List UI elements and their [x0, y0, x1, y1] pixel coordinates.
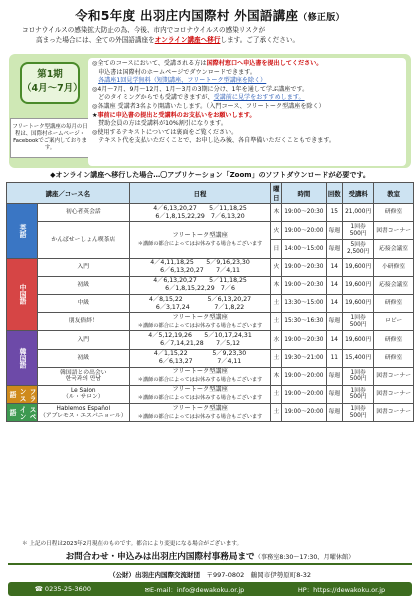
count-cell: 14: [326, 276, 343, 294]
fee-cell: 19,600円: [343, 276, 374, 294]
fee-cell: 19,600円: [343, 294, 374, 312]
office-zip: 〒997-0802: [206, 571, 245, 579]
table-row: [7, 258, 414, 276]
intro-online-link: オンライン講座へ移行: [154, 36, 221, 44]
period-label: 第1期: [37, 69, 63, 80]
fee-cell: 15,400円: [343, 349, 374, 367]
fee-cell: 19,600円: [343, 331, 374, 349]
note-text: どのタイミングからでも受講できますが、: [92, 94, 214, 102]
time-cell: 19:30～21:00: [282, 349, 326, 367]
free-talk-notice: フリートーク型講座の毎月の日程は、国際村ホームページ・Facebookでご案内しております。: [10, 118, 90, 158]
time-cell: 19:00～20:30: [282, 331, 326, 349]
free-talk-note: ＊講師の都合によってはお休みする場合もございます: [137, 377, 263, 384]
header-count: 回数: [326, 183, 343, 204]
count-cell: 毎週: [326, 222, 343, 240]
table-row: [7, 331, 414, 349]
time-cell: 19:00～20:00: [282, 385, 326, 403]
count-cell: 11: [326, 349, 343, 367]
free-talk-cell: [129, 222, 271, 258]
free-talk-note: ＊講師の都合によってはお休みする場合もございます: [137, 240, 263, 247]
course-name: 入門: [38, 258, 130, 276]
note-line: [92, 69, 402, 78]
fee-cell: 21,000円: [343, 204, 374, 222]
table-row: [7, 294, 414, 312]
contact-bar: [8, 582, 412, 596]
room-cell: 研修室: [374, 204, 414, 222]
course-name: かんばせーしょん喫茶店: [38, 222, 130, 258]
fee-cell: 5回券 2,500円: [343, 240, 374, 258]
room-cell: 図書コーナー: [374, 222, 414, 240]
office-info: [8, 570, 412, 579]
dow-cell: 火: [271, 222, 282, 240]
note-line: [92, 120, 402, 129]
course-name: 初級: [38, 349, 130, 367]
count-cell: 14: [326, 258, 343, 276]
period-badge: [20, 62, 83, 104]
room-cell: 研修室: [374, 331, 414, 349]
header-fee: 受講料: [343, 183, 374, 204]
free-talk-title: フリートーク型講座: [172, 386, 228, 394]
dow-cell: 水: [271, 331, 282, 349]
dow-cell: 日: [271, 240, 282, 258]
room-cell: 図書コーナー: [374, 404, 414, 422]
fee-cell: 1回券 500円: [343, 367, 374, 385]
title-text: 令和5年度 出羽庄内国際村 外国語講座: [75, 8, 299, 23]
note-text: ◎4月～7月、9月～12月、1月～3月の3期に分け、1年を通して学ぶ講座です。: [92, 85, 309, 93]
language-label: 中国語: [7, 258, 38, 331]
dow-cell: 木: [271, 276, 282, 294]
dow-cell: 土: [271, 385, 282, 403]
free-talk-title: フリートーク型講座: [172, 313, 228, 321]
dow-cell: 木: [271, 204, 282, 222]
header-schedule: 日程: [129, 183, 271, 204]
note-text: 国際村窓口へ申込書を提出してください。: [206, 60, 323, 67]
course-name: Le Salon （ル・サロン）: [38, 385, 130, 403]
language-label: スペイン語: [7, 404, 38, 422]
fee-cell: 19,600円: [343, 258, 374, 276]
schedule-cell: 4／1,15,22 5／9,23,30 6／6,13,27 7／4,11: [129, 349, 271, 367]
footnote: ＊ 上記の日程は2023年2月現在のものです。都合により変更になる場合がございます。: [22, 541, 243, 547]
table-row: [7, 349, 414, 367]
count-cell: 毎週: [326, 367, 343, 385]
header-course: 講座／コース名: [7, 183, 130, 204]
course-name: 朋友俗絆！: [38, 313, 130, 331]
email-link[interactable]: ✉E-mail：info@dewakoku.or.jp: [144, 585, 245, 594]
count-cell: 14: [326, 294, 343, 312]
free-talk-title: フリートーク型講座: [172, 368, 228, 376]
free-talk-title: フリートーク型講座: [172, 404, 228, 412]
contact-main: お問合わせ・申込みは出羽庄内国際村事務局まで: [65, 552, 255, 562]
table-row: [7, 313, 414, 331]
intro-text: [22, 25, 407, 45]
dow-cell: 土: [271, 313, 282, 331]
office-name: （公財）出羽庄内国際交流財団: [108, 571, 200, 579]
dow-cell: 土: [271, 404, 282, 422]
course-table: [6, 182, 414, 422]
dow-cell: 木: [271, 367, 282, 385]
room-cell: 応接会議室: [374, 276, 414, 294]
course-name: 初級: [38, 276, 130, 294]
table-row: [7, 385, 414, 403]
free-talk-cell: [129, 404, 271, 422]
time-cell: 19:00～20:00: [282, 404, 326, 422]
online-note: ◆オンライン講座へ移行した場合…〇アプリケーション「Zoom」のソフトダウンロードが必要です。: [50, 171, 370, 179]
header-time: 時間: [282, 183, 326, 204]
note-text: ★: [92, 111, 98, 119]
office-address: 鶴岡市伊勢原町8-32: [250, 571, 312, 579]
schedule-cell: 4／6,13,20,27 5／11,18,25 6／1,8,15,22,29 7／6: [129, 276, 271, 294]
time-cell: 19:00～20:30: [282, 258, 326, 276]
dow-cell: 土: [271, 349, 282, 367]
table-row: [7, 367, 414, 385]
room-cell: 図書コーナー: [374, 385, 414, 403]
contact-heading: [0, 550, 420, 562]
table-row: [7, 404, 414, 422]
page-title: [0, 6, 420, 24]
time-cell: 14:00～15:00: [282, 240, 326, 258]
note-line: [92, 60, 402, 69]
course-name: 韓国語との出会い 한국과의 만남: [38, 367, 130, 385]
count-cell: 毎週: [326, 313, 343, 331]
note-text: ◎使用するテキストについては裏面をご覧ください。: [92, 128, 238, 136]
note-text: ◎各講座 受講者3名より開講いたします。（入門コース、フリートーク型講座を除く）: [92, 102, 325, 110]
course-name: 中級: [38, 294, 130, 312]
schedule-cell: 4／5,12,19,26 5／10,17,24,31 6／7,14,21,28 7／5,12: [129, 331, 271, 349]
course-name: Hablemos Español （アブレモス・エスパニョール）: [38, 404, 130, 422]
count-cell: 15: [326, 204, 343, 222]
free-talk-note: ＊講師の都合によってはお休みする場合もございます: [137, 395, 263, 402]
free-talk-cell: [129, 313, 271, 331]
language-label: フランス語: [7, 385, 38, 403]
room-cell: 小研修室: [374, 258, 414, 276]
count-cell: 14: [326, 331, 343, 349]
intro-line-2a: 高まった場合には、全ての外国語講座を: [36, 36, 155, 44]
fee-cell: 1回券 500円: [343, 385, 374, 403]
free-talk-cell: [129, 385, 271, 403]
language-label: 英語: [7, 204, 38, 259]
room-cell: 図書コーナー: [374, 367, 414, 385]
count-cell: 毎週: [326, 404, 343, 422]
note-line: [92, 77, 402, 86]
header-dow: 曜日: [271, 183, 282, 204]
room-cell: ロビー: [374, 313, 414, 331]
title-suffix: （修正版）: [298, 13, 345, 23]
phone-number[interactable]: ☎ 0235-25-3600: [34, 585, 91, 593]
office-footer: [8, 563, 412, 601]
dow-cell: 土: [271, 294, 282, 312]
free-talk-title: フリートーク型講座: [172, 231, 228, 239]
language-label: 韓国語: [7, 331, 38, 386]
fee-cell: 1回券 500円: [343, 222, 374, 240]
dow-cell: 火: [271, 258, 282, 276]
time-cell: 19:00～20:30: [282, 276, 326, 294]
note-text: 受講前に見学をおすすめします。: [213, 94, 305, 102]
table-row: [7, 276, 414, 294]
table-row: [7, 204, 414, 222]
course-name: 入門: [38, 331, 130, 349]
period-months: （4月～7月）: [22, 83, 83, 94]
note-line: [92, 103, 402, 112]
course-name: 初心者英会話: [38, 204, 130, 222]
room-cell: 応接会議室: [374, 240, 414, 258]
room-cell: 研修室: [374, 294, 414, 312]
fee-cell: 1回券 500円: [343, 313, 374, 331]
time-cell: 19:00～20:00: [282, 367, 326, 385]
note-text: 事前に申込書の提出と受講料のお支払いをお願いします。: [97, 111, 256, 119]
free-talk-cell: [129, 367, 271, 385]
note-text: 申込書は国際村のホームページでダウンロードできます。: [92, 68, 256, 76]
free-talk-note: ＊講師の都合によってはお休みする場合もございます: [137, 322, 263, 329]
course-notes: [88, 58, 406, 166]
note-text: ◎全てのコースにおいて、受講される方は: [92, 60, 207, 67]
time-cell: 15:30～16:30: [282, 313, 326, 331]
note-text: テキスト代を支払いただくことで、お申し込み後、各自準備いただくこともできます。: [92, 137, 336, 145]
time-cell: 19:00～20:30: [282, 204, 326, 222]
fee-cell: 1回券 500円: [343, 404, 374, 422]
time-cell: 13:30～15:00: [282, 294, 326, 312]
schedule-cell: 4／6,13,20,27 5／11,18,25 6／1,8,15,22,29 7／6,13,20: [129, 204, 271, 222]
time-cell: 19:00～20:00: [282, 222, 326, 240]
note-text: 賛助会員の方は受講料が10%割引になります。: [92, 120, 227, 128]
table-header-row: [7, 183, 414, 204]
contact-hours: （事務室8:30～17:30、月曜休館）: [254, 554, 355, 561]
header-room: 教室: [374, 183, 414, 204]
schedule-cell: 4／8,15,22 5／6,13,20,27 6／3,17,24 7／1,8,22: [129, 294, 271, 312]
intro-line-2: [22, 35, 407, 45]
note-line: [92, 137, 402, 146]
free-talk-note: ＊講師の都合によってはお休みする場合もございます: [137, 413, 263, 420]
intro-line-1: コロナウイルスの感染拡大防止の為、今後、市内でコロナウイルスの感染リスクが: [22, 26, 266, 34]
note-line: [92, 94, 402, 103]
count-cell: 毎週: [326, 385, 343, 403]
note-line: [92, 112, 402, 121]
table-row: [7, 222, 414, 240]
count-cell: 毎週: [326, 240, 343, 258]
website-link[interactable]: HP：https://dewakoku.or.jp: [297, 585, 386, 594]
intro-line-2b: します。ご了承ください。: [220, 36, 300, 44]
schedule-cell: 4／4,11,18,25 5／9,16,23,30 6／6,13,20,27 7／4,11: [129, 258, 271, 276]
note-text: 各講座1回見学無料（短期講座、フリートーク型講座を除く）: [98, 77, 267, 85]
room-cell: 研修室: [374, 349, 414, 367]
